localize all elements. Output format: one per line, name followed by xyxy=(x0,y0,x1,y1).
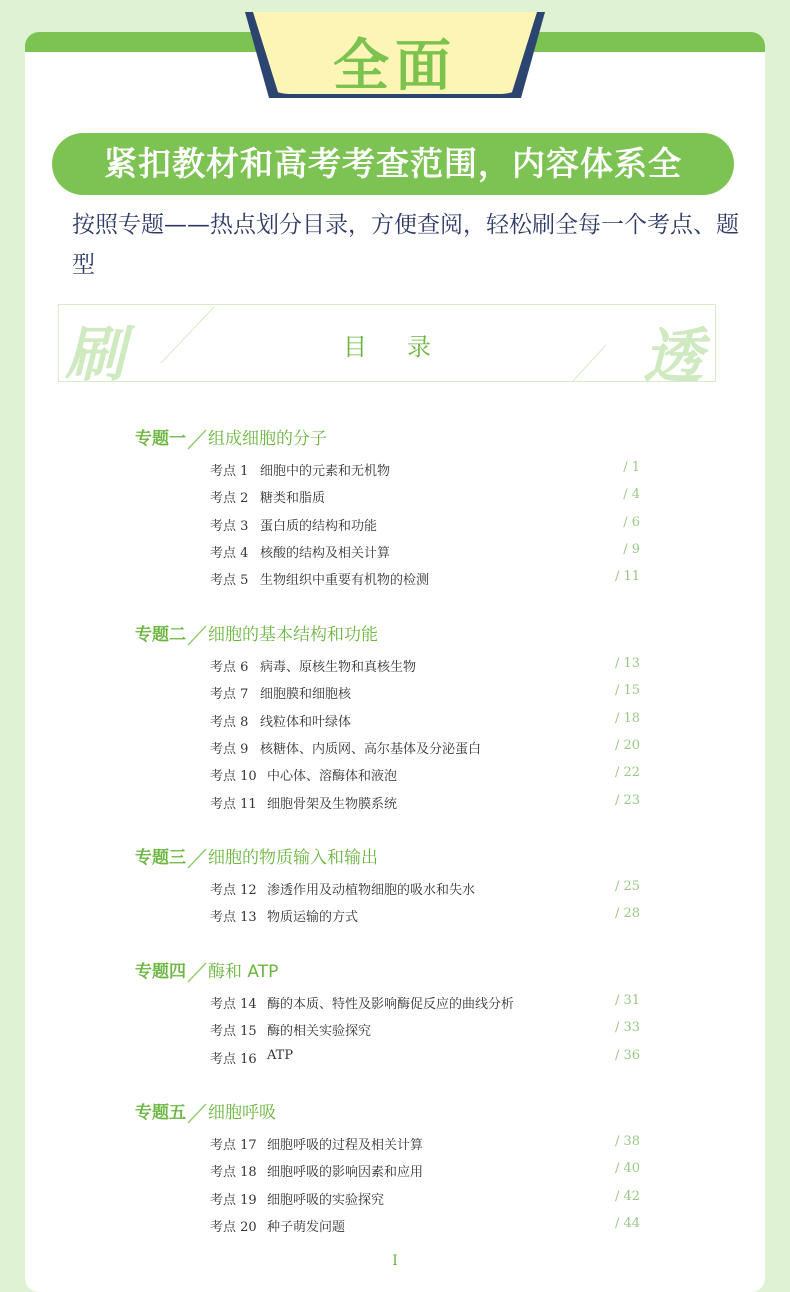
toc-item[interactable] xyxy=(210,487,640,507)
item-title: 细胞呼吸的实验探究 xyxy=(267,1192,385,1208)
toc-item[interactable] xyxy=(210,683,640,703)
item-page: / 38 xyxy=(614,1134,640,1149)
item-title: 种子萌发问题 xyxy=(267,1219,346,1235)
topic-heading[interactable] xyxy=(135,843,378,867)
topic-heading[interactable] xyxy=(135,424,327,448)
item-title: 物质运输的方式 xyxy=(267,910,359,926)
toc-item[interactable] xyxy=(210,515,640,535)
toc-item[interactable] xyxy=(210,656,640,676)
toc-title: 目录 xyxy=(343,333,471,361)
slash-divider-icon xyxy=(186,847,208,869)
item-page: / 20 xyxy=(614,737,640,753)
topic-number: 专题四 xyxy=(135,962,186,982)
item-title: 中心体、溶酶体和液泡 xyxy=(267,769,398,785)
calligraphy-right: 透 xyxy=(643,322,703,392)
topic-name: 酶和 ATP xyxy=(208,962,279,982)
item-page: / 44 xyxy=(614,1215,640,1231)
slash-divider-icon xyxy=(186,961,208,983)
item-page: / 4 xyxy=(623,487,640,503)
item-title: 线粒体和叶绿体 xyxy=(260,714,352,730)
item-number: 考点 15 xyxy=(210,1024,257,1040)
topic-number: 专题一 xyxy=(135,429,186,449)
feature-banner: 紧扣教材和高考考查范围，内容体系全 xyxy=(52,133,734,195)
item-number: 考点 13 xyxy=(210,910,257,926)
item-page: / 18 xyxy=(614,710,640,726)
item-number: 考点 20 xyxy=(210,1219,257,1235)
item-page: / 36 xyxy=(614,1047,640,1063)
toc-item[interactable] xyxy=(210,906,640,926)
header-tab xyxy=(245,12,545,100)
item-number: 考点 9 xyxy=(210,741,249,757)
toc-item[interactable] xyxy=(210,1161,640,1181)
item-page: / 15 xyxy=(614,683,640,699)
toc-header xyxy=(58,304,716,392)
item-number: 考点 4 xyxy=(210,545,249,561)
item-number: 考点 12 xyxy=(210,883,257,898)
topic-name: 细胞的基本结构和功能 xyxy=(208,625,378,645)
slash-divider-icon xyxy=(186,1102,208,1124)
item-number: 考点 7 xyxy=(210,687,249,703)
item-number: 考点 2 xyxy=(210,491,249,507)
item-number: 考点 8 xyxy=(210,714,249,730)
topic-heading[interactable] xyxy=(135,1098,276,1122)
item-title: 蛋白质的结构和功能 xyxy=(260,518,378,534)
item-title: 病毒、原核生物和真核生物 xyxy=(260,660,417,675)
item-number: 考点 16 xyxy=(210,1051,257,1067)
item-page: / 11 xyxy=(614,569,640,585)
item-page: / 33 xyxy=(614,1020,640,1036)
toc-item[interactable] xyxy=(210,711,640,731)
slash-divider-icon xyxy=(186,624,208,646)
topic-number: 专题五 xyxy=(135,1103,186,1123)
item-page: / 31 xyxy=(614,993,640,1008)
toc-item[interactable] xyxy=(210,765,640,785)
toc-item[interactable] xyxy=(210,738,640,758)
item-number: 考点 5 xyxy=(210,573,249,589)
item-title: 细胞骨架及生物膜系统 xyxy=(267,796,398,812)
toc-item[interactable] xyxy=(210,569,640,589)
item-number: 考点 3 xyxy=(210,518,249,534)
toc-item[interactable] xyxy=(210,1189,640,1209)
toc-item[interactable] xyxy=(210,542,640,562)
calligraphy-left: 刷 xyxy=(65,320,125,390)
item-title: 渗透作用及动植物细胞的吸水和失水 xyxy=(267,883,476,898)
item-page: / 13 xyxy=(614,656,640,671)
item-page: / 6 xyxy=(623,514,640,530)
item-number: 考点 1 xyxy=(210,464,249,479)
item-number: 考点 18 xyxy=(210,1165,257,1181)
item-title: 细胞呼吸的影响因素和应用 xyxy=(267,1165,424,1181)
topic-name: 细胞呼吸 xyxy=(208,1103,276,1123)
item-title: 糖类和脂质 xyxy=(260,491,326,507)
item-number: 考点 11 xyxy=(210,796,257,812)
item-title: 酶的本质、特性及影响酶促反应的曲线分析 xyxy=(267,997,515,1012)
item-page: / 40 xyxy=(614,1161,640,1177)
toc-item[interactable] xyxy=(210,879,640,899)
item-title: 酶的相关实验探究 xyxy=(267,1024,372,1040)
item-number: 考点 6 xyxy=(210,660,249,675)
item-title: 核糖体、内质网、高尔基体及分泌蛋白 xyxy=(260,741,482,757)
toc-item[interactable] xyxy=(210,1134,640,1154)
item-title: ATP xyxy=(267,1047,294,1063)
page-number: I xyxy=(392,1253,398,1269)
item-title: 生物组织中重要有机物的检测 xyxy=(260,573,430,589)
toc-item[interactable] xyxy=(210,1216,640,1236)
item-title: 细胞膜和细胞核 xyxy=(260,687,352,703)
topic-name: 细胞的物质输入和输出 xyxy=(208,848,378,868)
item-number: 考点 14 xyxy=(210,997,257,1012)
tab-title: 全面 xyxy=(333,34,457,99)
item-number: 考点 19 xyxy=(210,1192,257,1208)
item-page: / 22 xyxy=(614,765,640,781)
topic-heading[interactable] xyxy=(135,957,278,981)
item-number: 考点 10 xyxy=(210,769,257,785)
item-page: / 28 xyxy=(614,906,640,922)
diagonal-line-right xyxy=(571,305,631,381)
item-page: / 1 xyxy=(623,460,640,475)
slash-divider-icon xyxy=(186,428,208,450)
topic-number: 专题三 xyxy=(135,848,186,868)
item-title: 细胞中的元素和无机物 xyxy=(260,464,391,479)
topic-heading[interactable] xyxy=(135,620,378,644)
toc-item[interactable] xyxy=(210,1048,640,1068)
toc-item[interactable] xyxy=(210,993,640,1013)
feature-description: 按照专题——热点划分目录，方便查阅，轻松刷全每一个考点、题型 xyxy=(72,212,739,278)
topic-name: 组成细胞的分子 xyxy=(208,429,327,449)
topic-number: 专题二 xyxy=(135,625,186,645)
item-title: 核酸的结构及相关计算 xyxy=(260,545,391,561)
item-title: 细胞呼吸的过程及相关计算 xyxy=(267,1138,424,1153)
item-page: / 9 xyxy=(623,541,640,557)
item-page: / 23 xyxy=(614,792,640,808)
toc-item[interactable] xyxy=(210,793,640,813)
toc-item[interactable] xyxy=(210,460,640,480)
item-page: / 25 xyxy=(614,879,640,894)
item-page: / 42 xyxy=(614,1188,640,1204)
toc-item[interactable] xyxy=(210,1020,640,1040)
item-number: 考点 17 xyxy=(210,1138,257,1153)
